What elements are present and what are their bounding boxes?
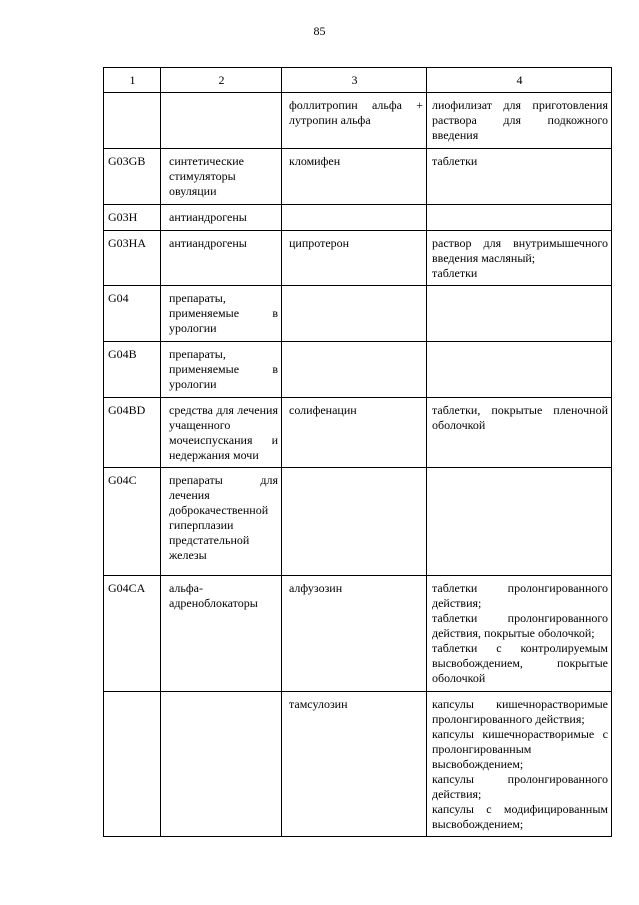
dosage-forms-cell <box>427 468 612 576</box>
group-name-cell: альфа-адреноблокаторы <box>161 576 282 692</box>
table-body <box>104 68 612 837</box>
column-header-1: 1 <box>104 68 161 93</box>
drug-name-cell: тамсулозин <box>282 692 427 837</box>
table-header-row <box>104 68 612 93</box>
dosage-forms-cell <box>427 342 612 398</box>
drug-name-cell: алфузозин <box>282 576 427 692</box>
table-row <box>104 576 612 692</box>
drug-name-cell <box>282 342 427 398</box>
dosage-forms-cell <box>427 231 612 286</box>
dosage-form-item: капсулы с модифицированным высвобождением; <box>432 802 608 831</box>
column-header-3: 3 <box>282 68 427 93</box>
dosage-form-item: таблетки с контролируемым высвобождением, покрытые оболочкой <box>432 641 608 685</box>
dosage-form-item: таблетки <box>432 154 478 168</box>
dosage-forms-cell <box>427 149 612 205</box>
table-row <box>104 286 612 342</box>
drug-name-cell <box>282 205 427 231</box>
atc-code-cell: G04CA <box>104 576 161 692</box>
column-header-2: 2 <box>161 68 282 93</box>
dosage-forms-cell <box>427 93 612 149</box>
dosage-form-item: лиофилизат для приготовления раствора для подкожного введения <box>432 98 608 142</box>
atc-code-cell: G04B <box>104 342 161 398</box>
group-name-cell: препараты, применяемые в урологии <box>161 342 282 398</box>
group-name-cell: препараты для лечения доброкачественной гиперплазии предстательной железы <box>161 468 282 576</box>
drug-name-cell <box>282 468 427 576</box>
dosage-form-item: таблетки пролонгированного действия; <box>432 581 608 610</box>
table-row <box>104 398 612 468</box>
dosage-form-item: таблетки, покрытые пленочной оболочкой <box>432 403 608 432</box>
table-row <box>104 468 612 576</box>
atc-code-cell: G03H <box>104 205 161 231</box>
column-header-4: 4 <box>427 68 612 93</box>
dosage-forms-cell <box>427 205 612 231</box>
table-row <box>104 205 612 231</box>
atc-code-cell: G04 <box>104 286 161 342</box>
table-row <box>104 93 612 149</box>
group-name-cell: средства для лечения учащенного мочеиспускания и недержания мочи <box>161 398 282 468</box>
atc-code-cell <box>104 93 161 149</box>
dosage-forms-cell <box>427 576 612 692</box>
group-name-cell: антиандрогены <box>161 231 282 286</box>
dosage-forms-cell <box>427 692 612 837</box>
group-name-cell: синтетические стимуляторы овуляции <box>161 149 282 205</box>
dosage-form-item: капсулы кишечнорастворимые пролонгированного действия; <box>432 697 608 726</box>
group-name-cell: препараты, применяемые в урологии <box>161 286 282 342</box>
medication-table <box>103 67 612 837</box>
drug-name-cell: кломифен <box>282 149 427 205</box>
atc-code-cell <box>104 692 161 837</box>
drug-name-cell: фоллитропин альфа + лутропин альфа <box>282 93 427 149</box>
drug-name-cell <box>282 286 427 342</box>
dosage-form-item: раствор для внутримышечного введения масляный; <box>432 236 608 265</box>
group-name-cell <box>161 692 282 837</box>
drug-name-cell: солифенацин <box>282 398 427 468</box>
dosage-forms-cell <box>427 286 612 342</box>
dosage-form-item: капсулы пролонгированного действия; <box>432 772 608 801</box>
group-name-cell <box>161 93 282 149</box>
dosage-form-item: таблетки пролонгированного действия, покрытые оболочкой; <box>432 611 608 640</box>
table-row <box>104 231 612 286</box>
table-row <box>104 342 612 398</box>
atc-code-cell: G03HA <box>104 231 161 286</box>
page-number: 85 <box>313 24 326 38</box>
atc-code-cell: G04BD <box>104 398 161 468</box>
atc-code-cell: G03GB <box>104 149 161 205</box>
atc-code-cell: G04C <box>104 468 161 576</box>
table-row <box>104 149 612 205</box>
dosage-form-item: капсулы кишечнорастворимые с пролонгированным высвобождением; <box>432 727 608 771</box>
group-name-cell: антиандрогены <box>161 205 282 231</box>
dosage-forms-cell <box>427 398 612 468</box>
drug-name-cell: ципротерон <box>282 231 427 286</box>
table-row <box>104 692 612 837</box>
dosage-form-item: таблетки <box>432 266 478 280</box>
